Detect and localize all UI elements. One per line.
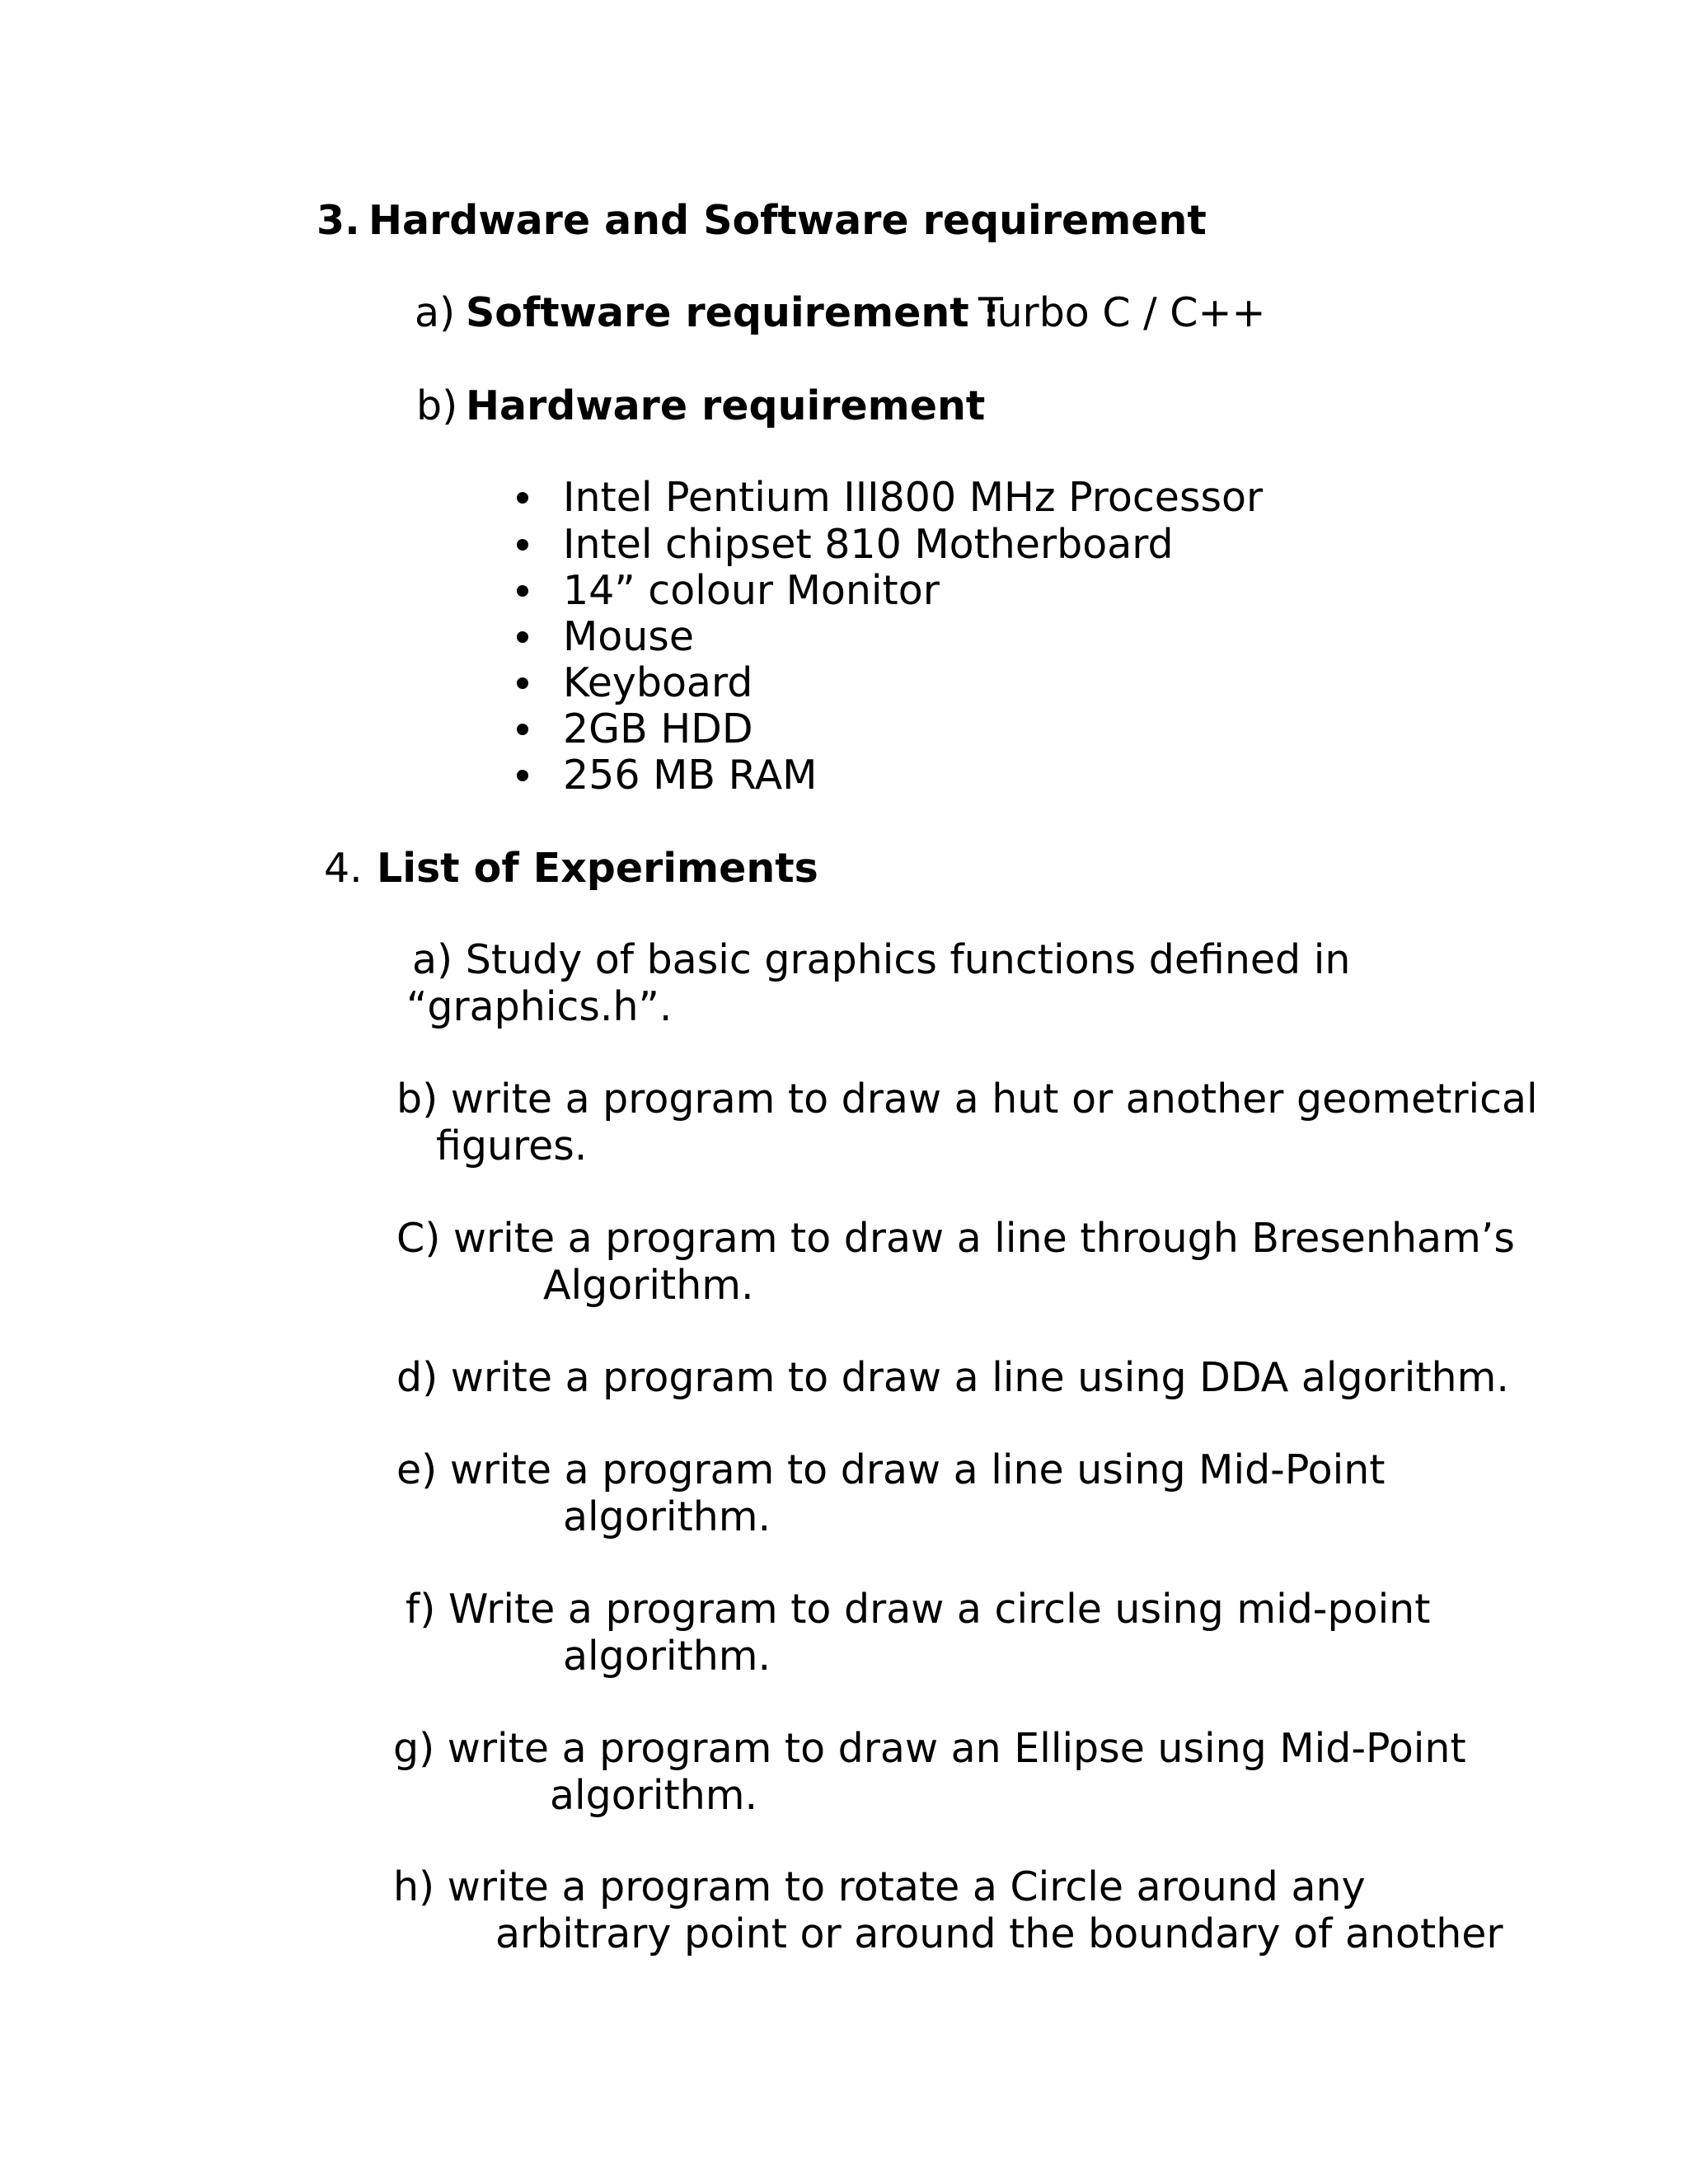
bullet-icon bbox=[517, 770, 528, 781]
hardware-item: Intel Pentium III800 MHz Processor bbox=[563, 474, 1264, 521]
software-label: Software requirement : bbox=[466, 289, 1000, 336]
experiment-item-a-line1: a) Study of basic graphics functions defined in bbox=[412, 936, 1351, 983]
experiment-item-c-line1: C) write a program to draw a line through Bresenham’s bbox=[396, 1215, 1515, 1262]
experiment-item-b-line1: b) write a program to draw a hut or another geometrical bbox=[396, 1076, 1538, 1122]
experiment-item-f-line1: f) Write a program to draw a circle using mid-point bbox=[406, 1586, 1431, 1633]
experiment-item-c-line2: Algorithm. bbox=[543, 1262, 754, 1309]
software-value: Turbo C / C++ bbox=[978, 289, 1266, 336]
software-marker: a) bbox=[415, 289, 456, 336]
bullet-icon bbox=[517, 724, 528, 735]
hardware-marker: b) bbox=[416, 382, 458, 429]
hardware-item: 256 MB RAM bbox=[563, 752, 818, 799]
section-4-title: List of Experiments bbox=[377, 845, 818, 892]
experiment-item-d-line1: d) write a program to draw a line using DDA algorithm. bbox=[396, 1354, 1509, 1401]
bullet-icon bbox=[517, 539, 528, 551]
experiment-item-h-line1: h) write a program to rotate a Circle around any bbox=[393, 1863, 1366, 1910]
bullet-icon bbox=[517, 631, 528, 643]
experiment-item-g-line2: algorithm. bbox=[550, 1772, 758, 1819]
hardware-item: 14” colour Monitor bbox=[563, 567, 940, 614]
experiment-item-h-line2: arbitrary point or around the boundary of another bbox=[495, 1910, 1503, 1957]
hardware-label: Hardware requirement bbox=[466, 382, 986, 429]
experiment-item-e-line2: algorithm. bbox=[563, 1493, 771, 1540]
experiment-item-e-line1: e) write a program to draw a line using Mid-Point bbox=[396, 1446, 1386, 1493]
bullet-icon bbox=[517, 492, 528, 504]
section-3-number: 3. bbox=[316, 197, 360, 244]
bullet-icon bbox=[517, 585, 528, 597]
section-3-title: Hardware and Software requirement bbox=[368, 197, 1207, 244]
bullet-icon bbox=[517, 677, 528, 689]
section-4-number: 4. bbox=[324, 845, 363, 892]
hardware-item: Keyboard bbox=[563, 659, 753, 706]
hardware-item: 2GB HDD bbox=[563, 705, 753, 752]
experiment-item-g-line1: g) write a program to draw an Ellipse using Mid-Point bbox=[393, 1725, 1466, 1772]
experiment-item-f-line2: algorithm. bbox=[563, 1633, 771, 1680]
experiment-item-a-line2: “graphics.h”. bbox=[406, 983, 673, 1030]
hardware-item: Intel chipset 810 Motherboard bbox=[563, 521, 1174, 568]
hardware-item: Mouse bbox=[563, 613, 694, 660]
experiment-item-b-line2: figures. bbox=[436, 1122, 588, 1169]
